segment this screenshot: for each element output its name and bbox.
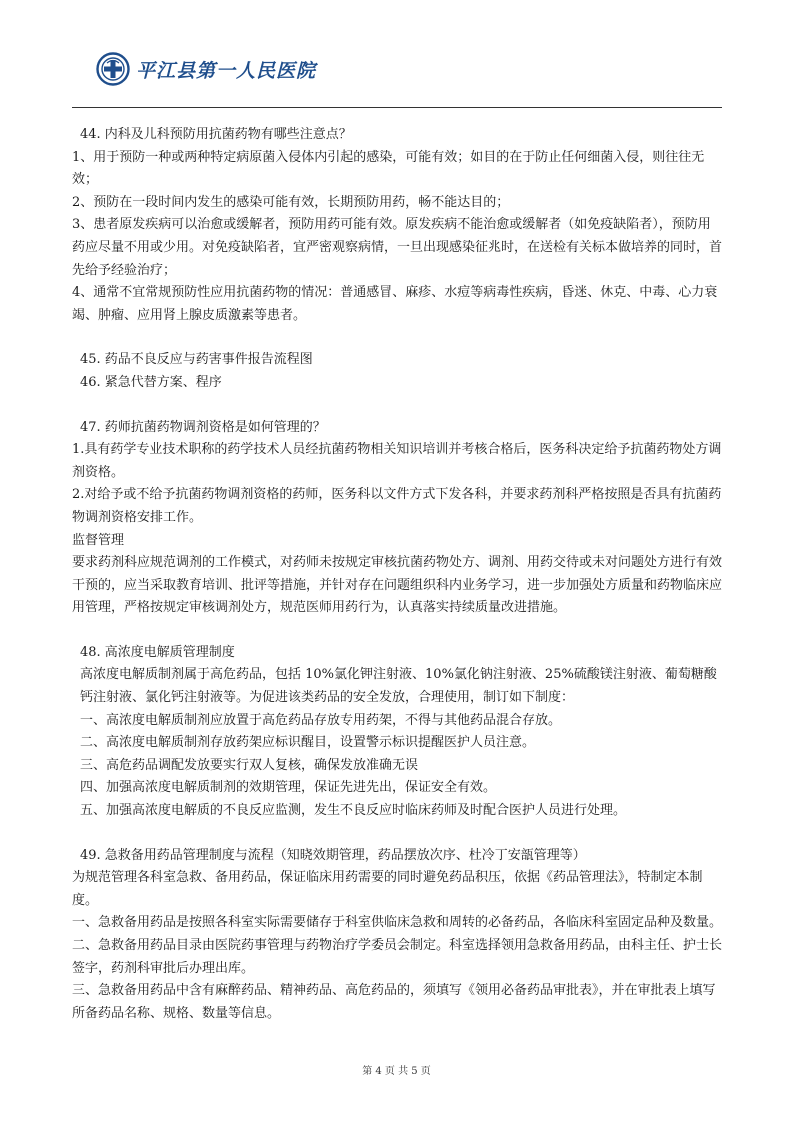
- page-header: [96, 52, 316, 86]
- section-47-subheading: 监督管理: [72, 532, 125, 548]
- section-44-item-3: 3、患者原发疾病可以治愈或缓解者，预防用药可能有效。原发疾病不能治愈或缓解者（如免疫缺陷者），预防用药应尽量不用或少用。对免疫缺陷者，宜严密观察病情，一旦出现感染征兆时，在送检有关标本做培养的同时，首先给予经验治疗；: [72, 217, 723, 278]
- section-48-item-2: 二、高浓度电解质制剂存放药架应标识醒目，设置警示标识提醒医护人员注意。: [80, 735, 536, 751]
- page-footer: 第 4 页 共 5 页: [362, 1066, 431, 1077]
- section-49-item-2: 二、急救备用药品目录由医院药事管理与药物治疗学委员会制定。科室选择领用急救备用药品，由科主任、护士长签字，药剂科审批后办理出库。: [72, 938, 723, 976]
- header-divider: [72, 107, 722, 108]
- section-48-intro: 高浓度电解质制剂属于高危药品，包括 10%氯化钾注射液、10%氯化钠注射液、25%硫酸镁注射液、葡萄糖酸钙注射液、氯化钙注射液等。为促进该类药品的安全发放，合理使用，制订如下制度：: [80, 667, 717, 706]
- section-48-title: 48. 高浓度电解质管理制度: [80, 644, 235, 660]
- section-47-item-1: 1.具有药学专业技术职称的药学技术人员经抗菌药物相关知识培训并考核合格后，医务科决定给予抗菌药物处方调剂资格。: [72, 442, 722, 480]
- section-48-item-5: 五、加强高浓度电解质的不良反应监测，发生不良反应时临床药师及时配合医护人员进行处理。: [80, 803, 627, 819]
- section-47-paragraph: 要求药剂科应规范调剂的工作模式，对药师未按规定审核抗菌药物处方、调剂、用药交待或未对问题处方进行有效干预的，应当采取教育培训、批评等措施，并针对存在问题组织科内业务学习，进一步加强处方质量和药物临床应用管理，严格按规定审核调剂处方，规范医师用药行为，认真落实持续质量改进措施。: [72, 555, 723, 616]
- section-44-item-4: 4、通常不宜常规预防性应用抗菌药物的情况：普通感冒、麻疹、水痘等病毒性疾病，昏迷、休克、中毒、心力衰竭、肿瘤、应用肾上腺皮质激素等患者。: [72, 285, 718, 323]
- section-46-title: 46. 紧急代替方案、程序: [80, 374, 222, 390]
- hospital-name: 平江县第一人民医院: [136, 59, 317, 82]
- section-49-intro: 为规范管理各科室急救、备用药品，保证临床用药需要的同时避免药品积压，依据《药品管理法》，特制定本制度。: [72, 870, 703, 908]
- section-44-item-1: 1、用于预防一种或两种特定病原菌入侵体内引起的感染，可能有效；如目的在于防止任何细菌入侵，则往往无效；: [72, 149, 705, 188]
- section-47-title: 47. 药师抗菌药物调剂资格是如何管理的？: [80, 419, 326, 435]
- section-44-item-2: 2、预防在一段时间内发生的感染可能有效，长期预防用药，畅不能达目的；: [72, 194, 510, 210]
- document-body: [72, 124, 722, 1025]
- section-47-item-2: 2.对给予或不给予抗菌药物调剂资格的药师，医务科以文件方式下发各科，并要求药剂科严格按照是否具有抗菌药物调剂资格安排工作。: [72, 487, 722, 525]
- section-48-item-3: 三、高危药品调配发放要实行双人复核，确保发放准确无误: [80, 757, 419, 773]
- section-49-item-1: 一、急救备用药品是按照各科室实际需要储存于科室供临床急救和周转的必备药品，各临床科室固定品种及数量。: [72, 915, 723, 931]
- section-49-title: 49. 急救备用药品管理制度与流程（知晓效期管理，药品摆放次序、杜冷丁安瓿管理等）: [80, 847, 586, 863]
- section-49-item-3: 三、急救备用药品中含有麻醉药品、精神药品、高危药品的，须填写《领用必备药品审批表》，并在审批表上填写所备药品名称、规格、数量等信息。: [72, 983, 716, 1021]
- section-45-title: 45. 药品不良反应与药害事件报告流程图: [80, 352, 313, 368]
- hospital-logo-icon: [96, 52, 130, 86]
- section-48-item-1: 一、高浓度电解质制剂应放置于高危药品存放专用药架，不得与其他药品混合存放。: [80, 712, 562, 728]
- section-48-item-4: 四、加强高浓度电解质制剂的效期管理，保证先进先出，保证安全有效。: [80, 780, 497, 796]
- section-44-title: 44. 内科及儿科预防用抗菌药物有哪些注意点？: [80, 127, 352, 142]
